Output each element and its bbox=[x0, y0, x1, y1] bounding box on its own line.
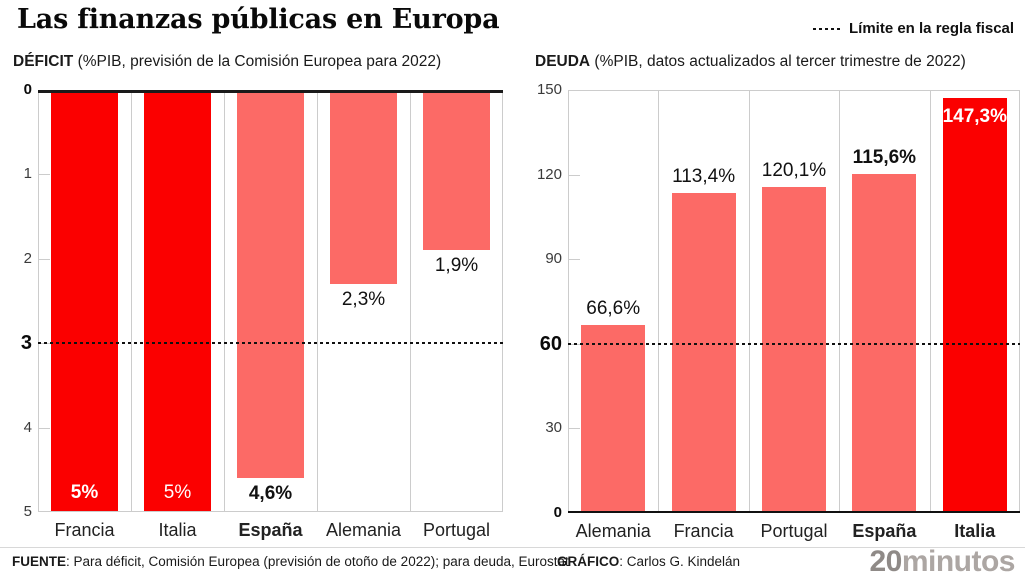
20minutos-logo bbox=[869, 545, 1015, 577]
bar-value-label: 115,6% bbox=[852, 147, 917, 168]
x-axis-label-portugal: Portugal bbox=[760, 521, 828, 541]
plot-top-line bbox=[38, 90, 503, 93]
graphic-credit bbox=[557, 554, 740, 569]
bar-alemania bbox=[581, 325, 645, 513]
logo-20: 20 bbox=[869, 545, 902, 577]
column-gridline bbox=[930, 90, 931, 513]
bar-value-label: 4,6% bbox=[248, 483, 293, 504]
column-gridline bbox=[224, 90, 225, 512]
plot-left-border bbox=[38, 90, 39, 512]
deficit-chart bbox=[20, 81, 503, 540]
deficit-plot-area bbox=[20, 81, 503, 540]
fiscal-limit-line bbox=[38, 342, 503, 344]
x-axis-label-francia: Francia bbox=[54, 520, 115, 540]
bar-francia bbox=[672, 193, 736, 513]
x-axis-label-portugal: Portugal bbox=[422, 520, 491, 540]
column-gridline bbox=[658, 90, 659, 513]
bar-value-label: 1,9% bbox=[434, 255, 479, 276]
column-gridline bbox=[131, 90, 132, 512]
deficit-subtitle-text: (%PIB, previsión de la Comisión Europea para 2022) bbox=[73, 53, 442, 70]
y-axis-label: 150 bbox=[536, 81, 562, 98]
bar-francia bbox=[51, 90, 118, 512]
plot-right-border bbox=[502, 90, 503, 512]
axis-tick bbox=[568, 428, 580, 429]
y-axis-label: 60 bbox=[539, 332, 562, 355]
axis-tick bbox=[38, 259, 50, 260]
plot-bottom-line bbox=[38, 511, 503, 512]
y-axis-label: 120 bbox=[536, 165, 562, 183]
plot-top-line bbox=[568, 90, 1020, 91]
axis-tick bbox=[38, 428, 50, 429]
x-axis-label-italia: Italia bbox=[954, 521, 996, 541]
bar-italia bbox=[144, 90, 211, 512]
source-label: FUENTE bbox=[12, 554, 66, 569]
deficit-chart-subtitle bbox=[13, 53, 441, 71]
x-axis-label-alemania: Alemania bbox=[325, 520, 402, 540]
dotted-line-icon bbox=[813, 28, 841, 30]
legend-label: Límite en la regla fiscal bbox=[849, 20, 1015, 37]
plot-bottom-line bbox=[568, 511, 1020, 513]
debt-heading: DEUDA bbox=[535, 53, 591, 70]
x-axis-label-espana: España bbox=[852, 521, 917, 541]
fiscal-limit-legend bbox=[813, 20, 1014, 37]
x-axis-label-italia: Italia bbox=[158, 520, 197, 540]
x-axis-label-alemania: Alemania bbox=[575, 521, 651, 541]
bar-value-label: 147,3% bbox=[942, 106, 1008, 127]
bar-portugal bbox=[762, 187, 826, 513]
debt-chart bbox=[536, 81, 1020, 541]
bar-portugal bbox=[423, 90, 490, 250]
y-axis-label: 3 bbox=[20, 332, 32, 355]
bar-value-label: 113,4% bbox=[672, 166, 736, 187]
credit-text: : Carlos G. Kindelán bbox=[619, 554, 741, 569]
x-axis-label-espana: España bbox=[238, 520, 303, 540]
bar-espana bbox=[237, 90, 304, 478]
debt-chart-subtitle bbox=[535, 53, 966, 71]
bar-value-label: 2,3% bbox=[341, 289, 386, 310]
y-axis-label: 0 bbox=[553, 504, 562, 521]
y-axis-label: 30 bbox=[545, 419, 562, 437]
bar-italia bbox=[943, 98, 1007, 513]
y-axis-label: 1 bbox=[23, 165, 32, 183]
debt-subtitle-text: (%PIB, datos actualizados al tercer trimestre de 2022) bbox=[590, 53, 966, 70]
column-gridline bbox=[410, 90, 411, 512]
axis-tick bbox=[38, 174, 50, 175]
bar-value-label: 5% bbox=[163, 482, 192, 503]
y-axis-label: 2 bbox=[23, 249, 32, 267]
y-axis-label: 5 bbox=[23, 503, 32, 520]
debt-plot-area bbox=[536, 81, 1020, 541]
deficit-heading: DÉFICIT bbox=[13, 53, 74, 70]
logo-minutos: minutos bbox=[901, 545, 1015, 577]
y-axis-label: 90 bbox=[545, 250, 562, 268]
column-gridline bbox=[749, 90, 750, 513]
y-axis-label: 0 bbox=[23, 81, 32, 98]
bar-alemania bbox=[330, 90, 397, 284]
plot-right-border bbox=[1019, 90, 1020, 513]
bar-value-label: 5% bbox=[70, 482, 99, 503]
source-credit bbox=[12, 554, 569, 569]
axis-tick bbox=[568, 259, 580, 260]
x-axis-label-francia: Francia bbox=[673, 521, 734, 541]
axis-tick bbox=[568, 175, 580, 176]
bar-value-label: 66,6% bbox=[586, 298, 641, 319]
source-text: : Para déficit, Comisión Europea (previsión de otoño de 2022); para deuda, Eurostat bbox=[66, 554, 569, 569]
bar-value-label: 120,1% bbox=[761, 160, 827, 181]
y-axis-label: 4 bbox=[23, 418, 32, 436]
page-title: Las finanzas públicas en Europa bbox=[17, 4, 500, 35]
fiscal-limit-line bbox=[568, 343, 1020, 345]
credit-label: GRÁFICO bbox=[557, 554, 620, 569]
